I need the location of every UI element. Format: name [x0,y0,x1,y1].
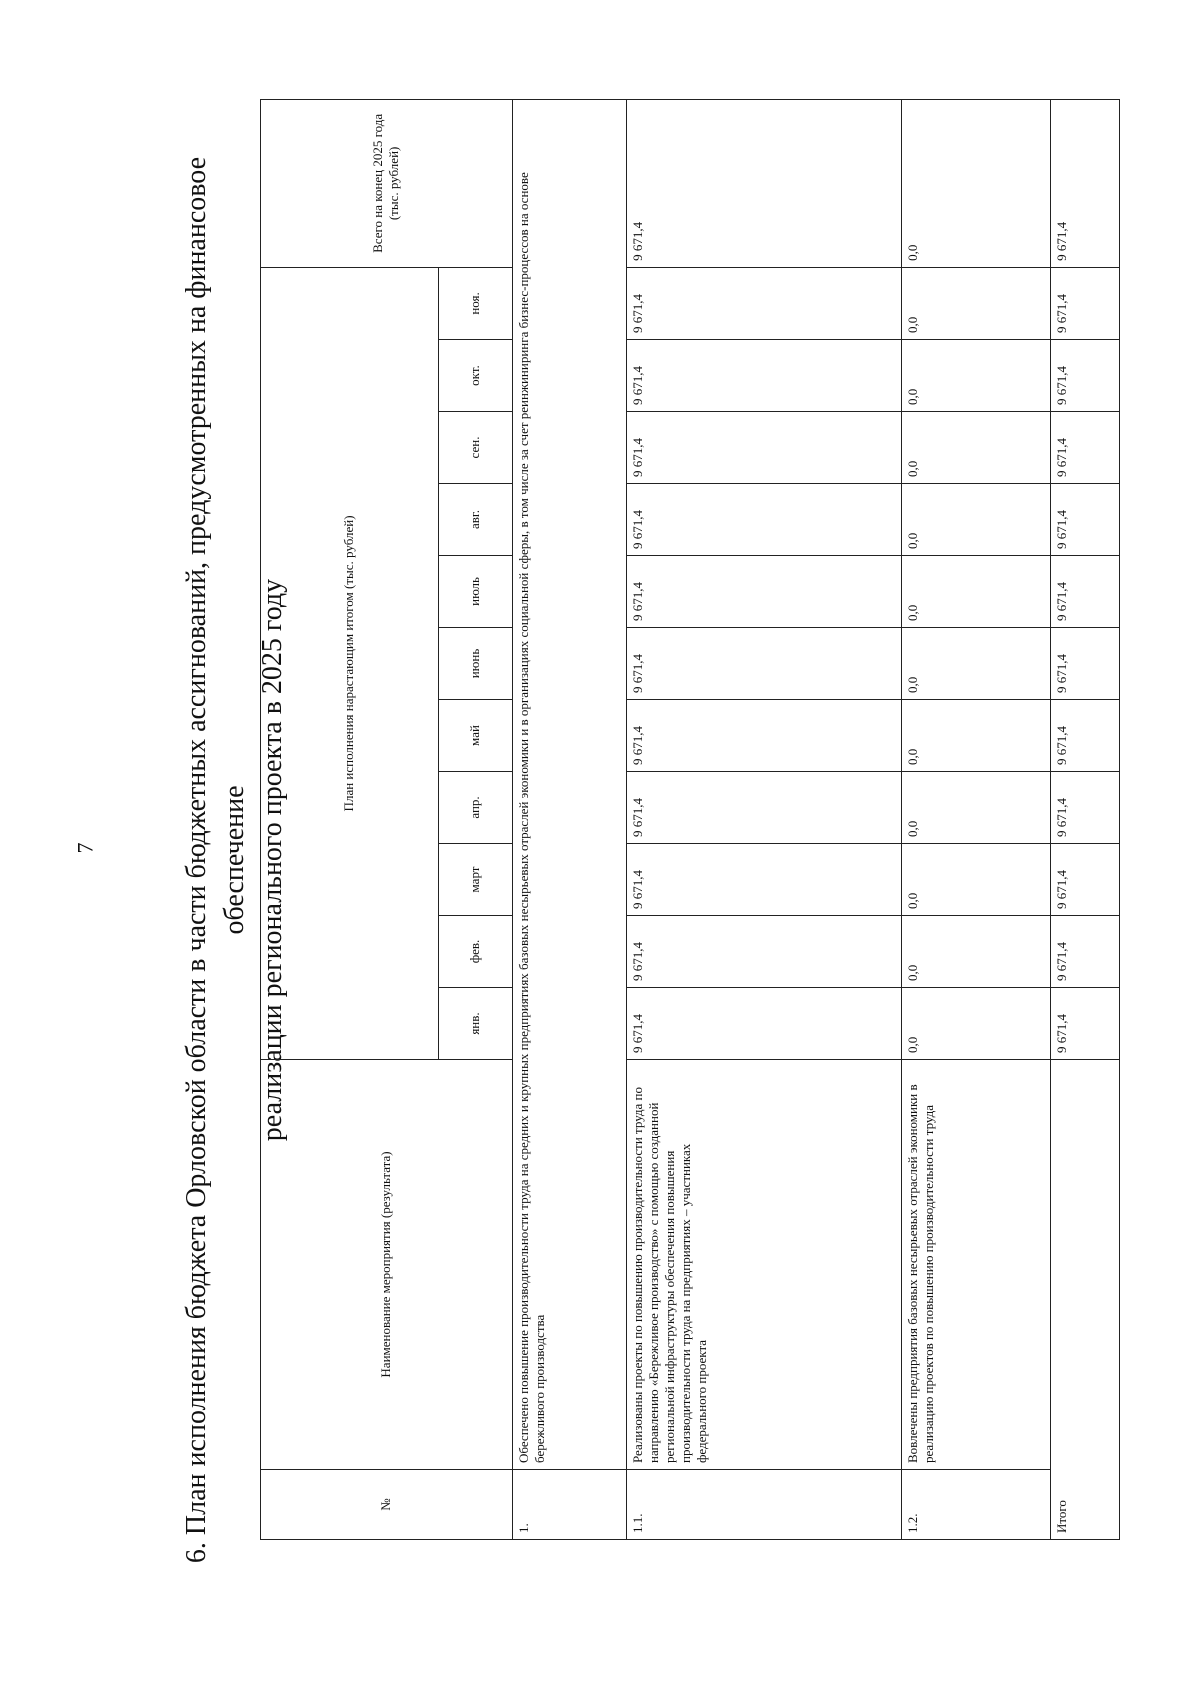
row-value: 9 671,4 [627,844,902,916]
header-month: март [438,844,512,916]
row-num: 1.1. [627,1470,902,1540]
header-month: июль [438,556,512,628]
totals-value: 9 671,4 [1051,988,1120,1060]
table-row-section [512,99,627,1539]
row-value: 0,0 [902,484,1051,556]
row-name: Вовлечены предприятия базовых несырьевых отраслей экономики в реализацию проектов по повышению производительности труда [902,1060,1051,1470]
totals-label: Итого [1051,1060,1120,1540]
budget-plan-table [260,99,1120,1540]
row-value: 9 671,4 [627,700,902,772]
row-num: 1.2. [902,1470,1051,1540]
section-text: Обеспечено повышение производительности труда на средних и крупных предприятиях базовых несырьевых отраслей экономики и в организациях социальной сферы, в том числе за счет реинжиниринга бизнес-процессов на основе бережливого производства [512,99,627,1469]
header-total: Всего на конец 2025 года (тыс. рублей) [261,99,513,267]
table-row-totals [1051,99,1120,1539]
header-month: ноя. [438,267,512,339]
header-num: № [261,1470,513,1540]
row-total: 0,0 [902,99,1051,267]
header-month: май [438,700,512,772]
totals-value: 9 671,4 [1051,484,1120,556]
title-line-2: реализации регионального проекта в 2025 году [257,578,288,1142]
row-value: 9 671,4 [627,484,902,556]
row-value: 9 671,4 [627,267,902,339]
section-num: 1. [512,1470,627,1540]
header-month: апр. [438,772,512,844]
table-row [627,99,902,1539]
totals-value: 9 671,4 [1051,700,1120,772]
header-plan-group: План исполнения нарастающим итогом (тыс. рублей) [261,267,439,1059]
totals-value: 9 671,4 [1051,772,1120,844]
totals-value: 9 671,4 [1051,844,1120,916]
row-value: 0,0 [902,988,1051,1060]
totals-value: 9 671,4 [1051,628,1120,700]
header-month: фев. [438,916,512,988]
row-value: 0,0 [902,916,1051,988]
rotated-page-content [0,40,1200,1680]
totals-value: 9 671,4 [1051,916,1120,988]
totals-value: 9 671,4 [1051,267,1120,339]
header-month: июнь [438,628,512,700]
header-month: янв. [438,988,512,1060]
totals-total: 9 671,4 [1051,99,1120,267]
header-month: авг. [438,484,512,556]
page-number: 7 [72,842,98,854]
row-value: 0,0 [902,844,1051,916]
row-value: 9 671,4 [627,412,902,484]
row-value: 0,0 [902,267,1051,339]
header-month: окт. [438,340,512,412]
row-value: 0,0 [902,412,1051,484]
row-total: 9 671,4 [627,99,902,267]
title-line-1: 6. План исполнения бюджета Орловской области в части бюджетных ассигнований, предусмотренных на финансовое обеспечение [181,156,250,1564]
header-name: Наименование мероприятия (результата) [261,1060,513,1470]
header-month: сен. [438,412,512,484]
totals-value: 9 671,4 [1051,340,1120,412]
row-value: 9 671,4 [627,340,902,412]
row-value: 9 671,4 [627,916,902,988]
row-value: 0,0 [902,772,1051,844]
row-value: 9 671,4 [627,988,902,1060]
row-value: 9 671,4 [627,556,902,628]
row-name: Реализованы проекты по повышению производительности труда по направлению «Бережливое производство» с помощью созданной региональной инфраструктуры обеспечения повышения производительности труда на предприятиях – участниках федерального проекта [627,1060,902,1470]
table-row [902,99,1051,1539]
row-value: 0,0 [902,340,1051,412]
row-value: 0,0 [902,628,1051,700]
row-value: 0,0 [902,700,1051,772]
totals-value: 9 671,4 [1051,412,1120,484]
header-row-group [261,99,439,1539]
totals-value: 9 671,4 [1051,556,1120,628]
row-value: 9 671,4 [627,772,902,844]
row-value: 9 671,4 [627,628,902,700]
row-value: 0,0 [902,556,1051,628]
